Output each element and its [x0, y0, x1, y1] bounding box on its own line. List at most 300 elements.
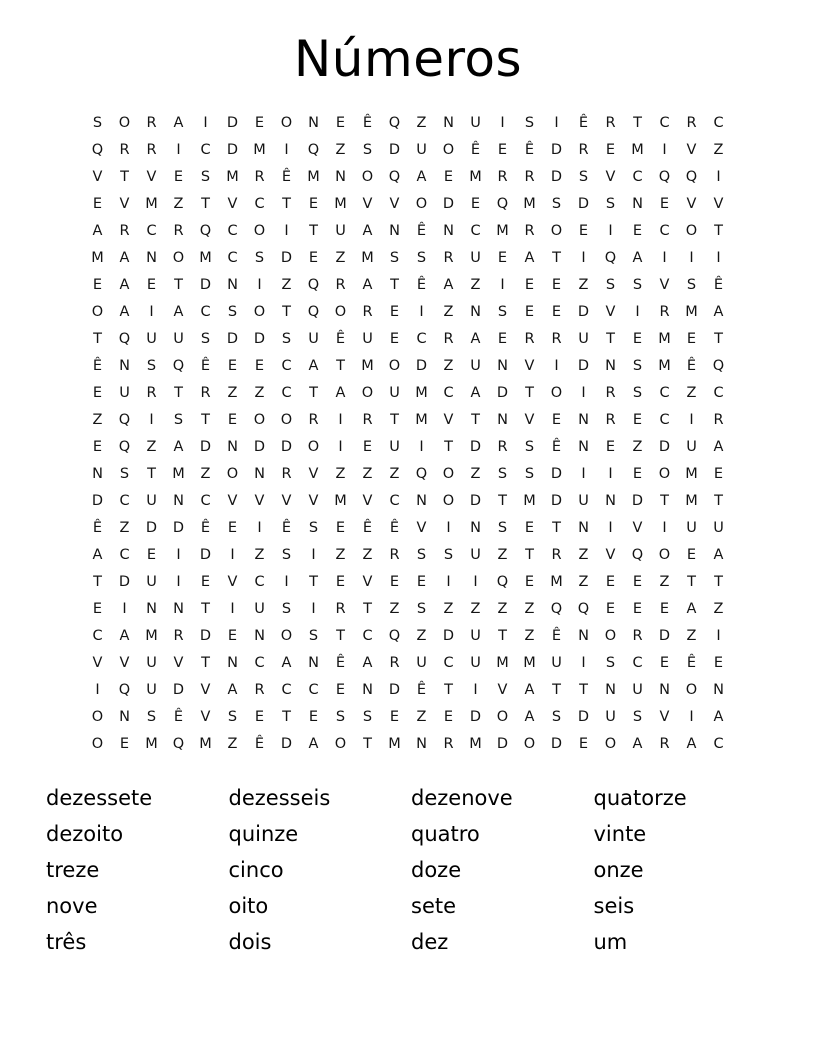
- word-list-item[interactable]: dezessete: [46, 786, 153, 810]
- puzzle-grid-cell[interactable]: Ê: [335, 655, 346, 671]
- puzzle-grid-cell[interactable]: Z: [578, 547, 589, 563]
- puzzle-grid-cell[interactable]: R: [497, 439, 508, 455]
- puzzle-grid-cell[interactable]: Ê: [713, 277, 724, 293]
- puzzle-grid-cell[interactable]: C: [632, 169, 643, 185]
- puzzle-grid-cell[interactable]: S: [281, 331, 292, 347]
- puzzle-grid-cell[interactable]: C: [659, 115, 670, 131]
- puzzle-grid-cell[interactable]: V: [605, 304, 616, 320]
- puzzle-grid-cell[interactable]: R: [443, 331, 454, 347]
- puzzle-grid-cell[interactable]: A: [686, 601, 697, 617]
- puzzle-grid-cell[interactable]: C: [92, 628, 103, 644]
- puzzle-grid-cell[interactable]: E: [659, 601, 670, 617]
- puzzle-grid-cell[interactable]: T: [336, 628, 345, 644]
- puzzle-grid-cell[interactable]: V: [686, 196, 697, 212]
- puzzle-grid-cell[interactable]: N: [308, 655, 319, 671]
- puzzle-grid-cell[interactable]: E: [524, 520, 535, 536]
- puzzle-grid[interactable]: [84, 110, 732, 758]
- puzzle-grid-cell[interactable]: T: [714, 574, 723, 590]
- puzzle-grid-cell[interactable]: N: [119, 358, 130, 374]
- puzzle-grid-cell[interactable]: Q: [388, 628, 401, 644]
- puzzle-grid-cell[interactable]: T: [579, 682, 588, 698]
- puzzle-grid-cell[interactable]: Ê: [362, 520, 373, 536]
- puzzle-grid-cell[interactable]: Z: [470, 601, 481, 617]
- puzzle-grid-cell[interactable]: N: [443, 115, 454, 131]
- puzzle-grid-cell[interactable]: N: [416, 736, 427, 752]
- puzzle-grid-cell[interactable]: T: [309, 574, 318, 590]
- puzzle-grid-cell[interactable]: I: [581, 466, 586, 482]
- puzzle-grid-cell[interactable]: Z: [362, 466, 373, 482]
- puzzle-grid-cell[interactable]: E: [335, 574, 346, 590]
- puzzle-grid-cell[interactable]: A: [308, 736, 319, 752]
- puzzle-grid-cell[interactable]: U: [470, 358, 481, 374]
- puzzle-grid-cell[interactable]: T: [93, 331, 102, 347]
- puzzle-grid-cell[interactable]: E: [362, 439, 373, 455]
- puzzle-grid-cell[interactable]: I: [176, 574, 181, 590]
- puzzle-grid-cell[interactable]: R: [254, 169, 265, 185]
- puzzle-grid-cell[interactable]: S: [254, 250, 265, 266]
- puzzle-grid-cell[interactable]: I: [554, 115, 559, 131]
- puzzle-grid-cell[interactable]: I: [581, 655, 586, 671]
- puzzle-grid-cell[interactable]: N: [254, 628, 265, 644]
- puzzle-grid-cell[interactable]: N: [227, 655, 238, 671]
- puzzle-grid-cell[interactable]: Q: [496, 196, 509, 212]
- puzzle-grid-cell[interactable]: M: [658, 331, 671, 347]
- puzzle-grid-cell[interactable]: U: [470, 115, 481, 131]
- puzzle-grid-cell[interactable]: O: [307, 439, 320, 455]
- puzzle-grid-cell[interactable]: M: [361, 358, 374, 374]
- puzzle-grid-cell[interactable]: T: [552, 520, 561, 536]
- puzzle-grid-cell[interactable]: S: [416, 250, 427, 266]
- puzzle-grid-cell[interactable]: T: [714, 331, 723, 347]
- puzzle-grid-cell[interactable]: E: [254, 709, 265, 725]
- puzzle-grid-cell[interactable]: E: [659, 655, 670, 671]
- puzzle-grid-cell[interactable]: D: [199, 439, 212, 455]
- puzzle-grid-cell[interactable]: E: [200, 574, 211, 590]
- puzzle-grid-cell[interactable]: Z: [497, 601, 508, 617]
- puzzle-grid-cell[interactable]: A: [92, 547, 103, 563]
- puzzle-grid-cell[interactable]: Z: [713, 142, 724, 158]
- puzzle-grid-cell[interactable]: N: [227, 439, 238, 455]
- puzzle-grid-cell[interactable]: D: [388, 682, 401, 698]
- puzzle-grid-cell[interactable]: M: [469, 736, 482, 752]
- puzzle-grid-cell[interactable]: O: [253, 304, 266, 320]
- puzzle-grid-cell[interactable]: C: [713, 385, 724, 401]
- puzzle-grid-cell[interactable]: A: [524, 250, 535, 266]
- puzzle-grid-cell[interactable]: Q: [388, 115, 401, 131]
- puzzle-grid-cell[interactable]: I: [176, 547, 181, 563]
- puzzle-grid-cell[interactable]: T: [201, 412, 210, 428]
- puzzle-grid-cell[interactable]: D: [199, 547, 212, 563]
- puzzle-grid-cell[interactable]: Z: [632, 439, 643, 455]
- puzzle-grid-cell[interactable]: A: [713, 304, 724, 320]
- puzzle-grid-cell[interactable]: A: [362, 223, 373, 239]
- puzzle-grid-cell[interactable]: E: [497, 331, 508, 347]
- puzzle-grid-cell[interactable]: Q: [118, 412, 131, 428]
- puzzle-grid-cell[interactable]: Z: [470, 277, 481, 293]
- puzzle-grid-cell[interactable]: R: [254, 682, 265, 698]
- puzzle-grid-cell[interactable]: N: [470, 304, 481, 320]
- puzzle-grid-cell[interactable]: I: [311, 547, 316, 563]
- puzzle-grid-cell[interactable]: N: [308, 115, 319, 131]
- puzzle-grid-cell[interactable]: E: [227, 358, 238, 374]
- puzzle-grid-cell[interactable]: I: [635, 304, 640, 320]
- puzzle-grid-cell[interactable]: V: [146, 169, 157, 185]
- puzzle-grid-cell[interactable]: U: [335, 223, 346, 239]
- puzzle-grid-cell[interactable]: A: [470, 331, 481, 347]
- puzzle-grid-cell[interactable]: D: [199, 628, 212, 644]
- puzzle-grid-cell[interactable]: V: [119, 196, 130, 212]
- puzzle-grid-cell[interactable]: O: [172, 250, 185, 266]
- puzzle-grid-cell[interactable]: Z: [200, 466, 211, 482]
- puzzle-grid-cell[interactable]: D: [91, 493, 104, 509]
- puzzle-grid-cell[interactable]: E: [335, 115, 346, 131]
- puzzle-grid-cell[interactable]: Z: [227, 385, 238, 401]
- puzzle-grid-cell[interactable]: T: [201, 196, 210, 212]
- puzzle-grid-cell[interactable]: E: [92, 439, 103, 455]
- puzzle-grid-cell[interactable]: M: [334, 196, 347, 212]
- puzzle-grid-cell[interactable]: E: [632, 223, 643, 239]
- puzzle-grid-cell[interactable]: S: [605, 277, 616, 293]
- puzzle-grid-cell[interactable]: Z: [578, 574, 589, 590]
- puzzle-grid-cell[interactable]: I: [554, 358, 559, 374]
- puzzle-grid-cell[interactable]: A: [119, 250, 130, 266]
- puzzle-grid-cell[interactable]: R: [146, 142, 157, 158]
- puzzle-grid-cell[interactable]: U: [578, 331, 589, 347]
- puzzle-grid-cell[interactable]: Z: [416, 115, 427, 131]
- puzzle-grid-cell[interactable]: S: [632, 358, 643, 374]
- puzzle-grid-cell[interactable]: R: [605, 412, 616, 428]
- puzzle-grid-cell[interactable]: T: [552, 682, 561, 698]
- puzzle-grid-cell[interactable]: A: [119, 277, 130, 293]
- puzzle-grid-cell[interactable]: E: [335, 682, 346, 698]
- puzzle-grid-cell[interactable]: N: [578, 412, 589, 428]
- puzzle-grid-cell[interactable]: U: [173, 331, 184, 347]
- puzzle-grid-cell[interactable]: E: [227, 412, 238, 428]
- puzzle-grid-cell[interactable]: M: [145, 196, 158, 212]
- puzzle-grid-cell[interactable]: I: [689, 412, 694, 428]
- puzzle-grid-cell[interactable]: R: [200, 385, 211, 401]
- puzzle-grid-cell[interactable]: A: [362, 277, 373, 293]
- puzzle-grid-cell[interactable]: T: [525, 547, 534, 563]
- puzzle-grid-cell[interactable]: E: [551, 277, 562, 293]
- puzzle-grid-cell[interactable]: N: [605, 493, 616, 509]
- puzzle-grid-cell[interactable]: I: [689, 709, 694, 725]
- puzzle-grid-cell[interactable]: O: [496, 709, 509, 725]
- puzzle-grid-cell[interactable]: U: [389, 385, 400, 401]
- puzzle-grid-cell[interactable]: V: [416, 520, 427, 536]
- puzzle-grid-cell[interactable]: Z: [389, 466, 400, 482]
- puzzle-grid-cell[interactable]: Z: [470, 466, 481, 482]
- puzzle-grid-cell[interactable]: R: [119, 142, 130, 158]
- puzzle-grid-cell[interactable]: E: [632, 331, 643, 347]
- puzzle-grid-cell[interactable]: E: [389, 304, 400, 320]
- puzzle-grid-cell[interactable]: E: [308, 250, 319, 266]
- puzzle-grid-cell[interactable]: S: [362, 142, 373, 158]
- puzzle-grid-cell[interactable]: N: [119, 709, 130, 725]
- puzzle-grid-cell[interactable]: Ê: [686, 655, 697, 671]
- puzzle-grid-cell[interactable]: R: [632, 628, 643, 644]
- puzzle-grid-cell[interactable]: O: [442, 466, 455, 482]
- puzzle-grid-cell[interactable]: U: [713, 520, 724, 536]
- puzzle-grid-cell[interactable]: V: [281, 493, 292, 509]
- puzzle-grid-cell[interactable]: D: [226, 331, 239, 347]
- puzzle-grid-cell[interactable]: Ê: [173, 709, 184, 725]
- word-list-item[interactable]: quatro: [411, 822, 480, 846]
- puzzle-grid-cell[interactable]: Q: [307, 277, 320, 293]
- puzzle-grid-cell[interactable]: E: [443, 709, 454, 725]
- puzzle-grid-cell[interactable]: N: [362, 682, 373, 698]
- puzzle-grid-cell[interactable]: D: [496, 385, 509, 401]
- puzzle-grid-cell[interactable]: T: [174, 277, 183, 293]
- puzzle-grid-cell[interactable]: M: [631, 142, 644, 158]
- puzzle-grid-cell[interactable]: R: [335, 601, 346, 617]
- puzzle-grid-cell[interactable]: I: [581, 385, 586, 401]
- puzzle-grid-cell[interactable]: N: [443, 223, 454, 239]
- puzzle-grid-cell[interactable]: T: [93, 574, 102, 590]
- puzzle-grid-cell[interactable]: U: [470, 547, 481, 563]
- puzzle-grid-cell[interactable]: Z: [335, 466, 346, 482]
- puzzle-grid-cell[interactable]: Z: [578, 277, 589, 293]
- puzzle-grid-cell[interactable]: A: [443, 277, 454, 293]
- puzzle-grid-cell[interactable]: D: [550, 493, 563, 509]
- puzzle-grid-cell[interactable]: D: [550, 142, 563, 158]
- puzzle-grid-cell[interactable]: A: [281, 655, 292, 671]
- puzzle-grid-cell[interactable]: S: [497, 304, 508, 320]
- puzzle-grid-cell[interactable]: A: [632, 250, 643, 266]
- puzzle-grid-cell[interactable]: E: [308, 709, 319, 725]
- puzzle-grid-cell[interactable]: I: [257, 520, 262, 536]
- puzzle-grid-cell[interactable]: O: [118, 115, 131, 131]
- puzzle-grid-cell[interactable]: S: [524, 466, 535, 482]
- puzzle-grid-cell[interactable]: Z: [92, 412, 103, 428]
- puzzle-grid-cell[interactable]: N: [497, 412, 508, 428]
- puzzle-grid-cell[interactable]: O: [442, 142, 455, 158]
- puzzle-grid-cell[interactable]: S: [416, 547, 427, 563]
- puzzle-grid-cell[interactable]: D: [631, 493, 644, 509]
- puzzle-grid-cell[interactable]: V: [308, 466, 319, 482]
- puzzle-grid-cell[interactable]: U: [254, 601, 265, 617]
- puzzle-grid-cell[interactable]: Z: [335, 142, 346, 158]
- puzzle-grid-cell[interactable]: E: [551, 304, 562, 320]
- puzzle-grid-cell[interactable]: O: [658, 466, 671, 482]
- puzzle-grid-cell[interactable]: Q: [172, 736, 185, 752]
- puzzle-grid-cell[interactable]: C: [119, 493, 130, 509]
- puzzle-grid-cell[interactable]: R: [146, 115, 157, 131]
- puzzle-grid-cell[interactable]: U: [632, 682, 643, 698]
- puzzle-grid-cell[interactable]: Ê: [416, 223, 427, 239]
- puzzle-grid-cell[interactable]: V: [362, 493, 373, 509]
- puzzle-grid-cell[interactable]: D: [577, 358, 590, 374]
- puzzle-grid-cell[interactable]: R: [173, 223, 184, 239]
- puzzle-grid-cell[interactable]: N: [92, 466, 103, 482]
- puzzle-grid-cell[interactable]: I: [419, 439, 424, 455]
- puzzle-grid-cell[interactable]: T: [633, 115, 642, 131]
- puzzle-grid-cell[interactable]: T: [309, 385, 318, 401]
- puzzle-grid-cell[interactable]: D: [280, 250, 293, 266]
- puzzle-grid-cell[interactable]: Q: [496, 574, 509, 590]
- puzzle-grid-cell[interactable]: D: [253, 331, 266, 347]
- puzzle-grid-cell[interactable]: I: [662, 250, 667, 266]
- puzzle-grid-cell[interactable]: C: [713, 115, 724, 131]
- puzzle-grid-cell[interactable]: E: [497, 142, 508, 158]
- puzzle-grid-cell[interactable]: M: [685, 466, 698, 482]
- puzzle-grid-cell[interactable]: I: [284, 574, 289, 590]
- puzzle-grid-cell[interactable]: T: [444, 682, 453, 698]
- puzzle-grid-cell[interactable]: E: [632, 601, 643, 617]
- puzzle-grid-cell[interactable]: T: [201, 601, 210, 617]
- puzzle-grid-cell[interactable]: I: [95, 682, 100, 698]
- puzzle-grid-cell[interactable]: V: [200, 709, 211, 725]
- puzzle-grid-cell[interactable]: R: [362, 304, 373, 320]
- puzzle-grid-cell[interactable]: Z: [389, 601, 400, 617]
- word-list-item[interactable]: um: [593, 930, 628, 954]
- puzzle-grid-cell[interactable]: I: [176, 142, 181, 158]
- puzzle-grid-cell[interactable]: Q: [577, 601, 590, 617]
- puzzle-grid-cell[interactable]: E: [578, 223, 589, 239]
- puzzle-grid-cell[interactable]: I: [716, 250, 721, 266]
- puzzle-grid-cell[interactable]: Q: [199, 223, 212, 239]
- puzzle-grid-cell[interactable]: R: [335, 277, 346, 293]
- puzzle-grid-cell[interactable]: D: [442, 196, 455, 212]
- word-list-item[interactable]: onze: [593, 858, 644, 882]
- puzzle-grid-cell[interactable]: Ê: [416, 277, 427, 293]
- puzzle-grid-cell[interactable]: M: [199, 736, 212, 752]
- puzzle-grid-cell[interactable]: O: [226, 466, 239, 482]
- puzzle-grid-cell[interactable]: I: [716, 169, 721, 185]
- puzzle-grid-cell[interactable]: S: [308, 520, 319, 536]
- puzzle-grid-cell[interactable]: Z: [443, 601, 454, 617]
- puzzle-grid-cell[interactable]: E: [227, 628, 238, 644]
- puzzle-grid-cell[interactable]: E: [173, 169, 184, 185]
- puzzle-grid-cell[interactable]: N: [659, 682, 670, 698]
- word-list[interactable]: [46, 780, 776, 960]
- puzzle-grid-cell[interactable]: S: [497, 520, 508, 536]
- puzzle-grid-cell[interactable]: O: [442, 493, 455, 509]
- puzzle-grid-cell[interactable]: U: [551, 655, 562, 671]
- puzzle-grid-cell[interactable]: Z: [146, 439, 157, 455]
- puzzle-grid-cell[interactable]: I: [257, 277, 262, 293]
- puzzle-grid-cell[interactable]: Z: [254, 385, 265, 401]
- puzzle-grid-cell[interactable]: V: [659, 277, 670, 293]
- puzzle-grid-cell[interactable]: O: [361, 169, 374, 185]
- puzzle-grid-cell[interactable]: O: [334, 304, 347, 320]
- puzzle-grid-cell[interactable]: R: [659, 736, 670, 752]
- puzzle-grid-cell[interactable]: Z: [416, 709, 427, 725]
- puzzle-grid-cell[interactable]: C: [281, 358, 292, 374]
- puzzle-grid-cell[interactable]: Z: [362, 547, 373, 563]
- puzzle-grid-cell[interactable]: I: [662, 520, 667, 536]
- puzzle-grid-cell[interactable]: M: [91, 250, 104, 266]
- puzzle-grid-cell[interactable]: Q: [307, 304, 320, 320]
- word-list-item[interactable]: oito: [228, 894, 269, 918]
- puzzle-grid-cell[interactable]: Ê: [335, 331, 346, 347]
- puzzle-grid-cell[interactable]: E: [92, 601, 103, 617]
- puzzle-grid-cell[interactable]: Ê: [686, 358, 697, 374]
- puzzle-grid-cell[interactable]: V: [632, 520, 643, 536]
- puzzle-grid-cell[interactable]: E: [632, 574, 643, 590]
- puzzle-grid-cell[interactable]: U: [119, 385, 130, 401]
- puzzle-grid-cell[interactable]: S: [389, 250, 400, 266]
- puzzle-grid-cell[interactable]: A: [713, 439, 724, 455]
- puzzle-grid-cell[interactable]: C: [227, 250, 238, 266]
- puzzle-grid-cell[interactable]: T: [444, 439, 453, 455]
- puzzle-grid-cell[interactable]: T: [309, 223, 318, 239]
- puzzle-grid-cell[interactable]: D: [172, 520, 185, 536]
- puzzle-grid-cell[interactable]: M: [415, 385, 428, 401]
- puzzle-grid-cell[interactable]: A: [632, 736, 643, 752]
- puzzle-grid-cell[interactable]: O: [334, 736, 347, 752]
- puzzle-grid-cell[interactable]: Q: [118, 331, 131, 347]
- puzzle-grid-cell[interactable]: M: [199, 250, 212, 266]
- puzzle-grid-cell[interactable]: Ê: [470, 142, 481, 158]
- puzzle-grid-cell[interactable]: S: [362, 709, 373, 725]
- puzzle-grid-cell[interactable]: O: [415, 196, 428, 212]
- puzzle-grid-cell[interactable]: E: [92, 277, 103, 293]
- puzzle-grid-cell[interactable]: Z: [443, 304, 454, 320]
- puzzle-grid-cell[interactable]: D: [226, 115, 239, 131]
- puzzle-grid-cell[interactable]: E: [227, 520, 238, 536]
- puzzle-grid-cell[interactable]: R: [605, 115, 616, 131]
- puzzle-grid-cell[interactable]: U: [146, 574, 157, 590]
- puzzle-grid-cell[interactable]: O: [604, 736, 617, 752]
- puzzle-grid-cell[interactable]: E: [659, 196, 670, 212]
- puzzle-grid-cell[interactable]: Q: [631, 547, 644, 563]
- puzzle-grid-cell[interactable]: Z: [173, 196, 184, 212]
- puzzle-grid-cell[interactable]: M: [496, 223, 509, 239]
- puzzle-grid-cell[interactable]: Z: [281, 277, 292, 293]
- puzzle-grid-cell[interactable]: V: [497, 682, 508, 698]
- puzzle-grid-cell[interactable]: U: [470, 250, 481, 266]
- word-list-item[interactable]: seis: [593, 894, 635, 918]
- puzzle-grid-cell[interactable]: Z: [335, 547, 346, 563]
- puzzle-grid-cell[interactable]: I: [716, 628, 721, 644]
- puzzle-grid-cell[interactable]: O: [253, 412, 266, 428]
- puzzle-grid-cell[interactable]: Z: [713, 601, 724, 617]
- puzzle-grid-cell[interactable]: Q: [658, 169, 671, 185]
- puzzle-grid-cell[interactable]: T: [525, 385, 534, 401]
- puzzle-grid-cell[interactable]: S: [524, 115, 535, 131]
- puzzle-grid-cell[interactable]: C: [254, 655, 265, 671]
- puzzle-grid-cell[interactable]: E: [686, 547, 697, 563]
- puzzle-grid-cell[interactable]: O: [685, 682, 698, 698]
- puzzle-grid-cell[interactable]: O: [604, 628, 617, 644]
- puzzle-grid-cell[interactable]: C: [281, 385, 292, 401]
- puzzle-grid-cell[interactable]: S: [281, 547, 292, 563]
- puzzle-grid-cell[interactable]: S: [173, 412, 184, 428]
- puzzle-grid-cell[interactable]: Ê: [551, 628, 562, 644]
- puzzle-grid-cell[interactable]: V: [308, 493, 319, 509]
- puzzle-grid-cell[interactable]: O: [280, 412, 293, 428]
- puzzle-grid-cell[interactable]: E: [713, 466, 724, 482]
- puzzle-grid-cell[interactable]: S: [605, 196, 616, 212]
- puzzle-grid-cell[interactable]: S: [200, 169, 211, 185]
- puzzle-grid-cell[interactable]: D: [496, 736, 509, 752]
- word-list-item[interactable]: cinco: [228, 858, 284, 882]
- puzzle-grid-cell[interactable]: A: [119, 628, 130, 644]
- puzzle-grid-cell[interactable]: E: [335, 520, 346, 536]
- puzzle-grid-cell[interactable]: V: [119, 655, 130, 671]
- puzzle-grid-cell[interactable]: E: [92, 196, 103, 212]
- puzzle-grid-cell[interactable]: T: [498, 493, 507, 509]
- puzzle-grid-cell[interactable]: N: [254, 466, 265, 482]
- puzzle-grid-cell[interactable]: Z: [119, 520, 130, 536]
- puzzle-grid-cell[interactable]: O: [91, 304, 104, 320]
- puzzle-grid-cell[interactable]: E: [389, 331, 400, 347]
- puzzle-grid-cell[interactable]: R: [362, 412, 373, 428]
- puzzle-grid-cell[interactable]: E: [605, 142, 616, 158]
- puzzle-grid-cell[interactable]: D: [442, 628, 455, 644]
- puzzle-grid-cell[interactable]: I: [446, 574, 451, 590]
